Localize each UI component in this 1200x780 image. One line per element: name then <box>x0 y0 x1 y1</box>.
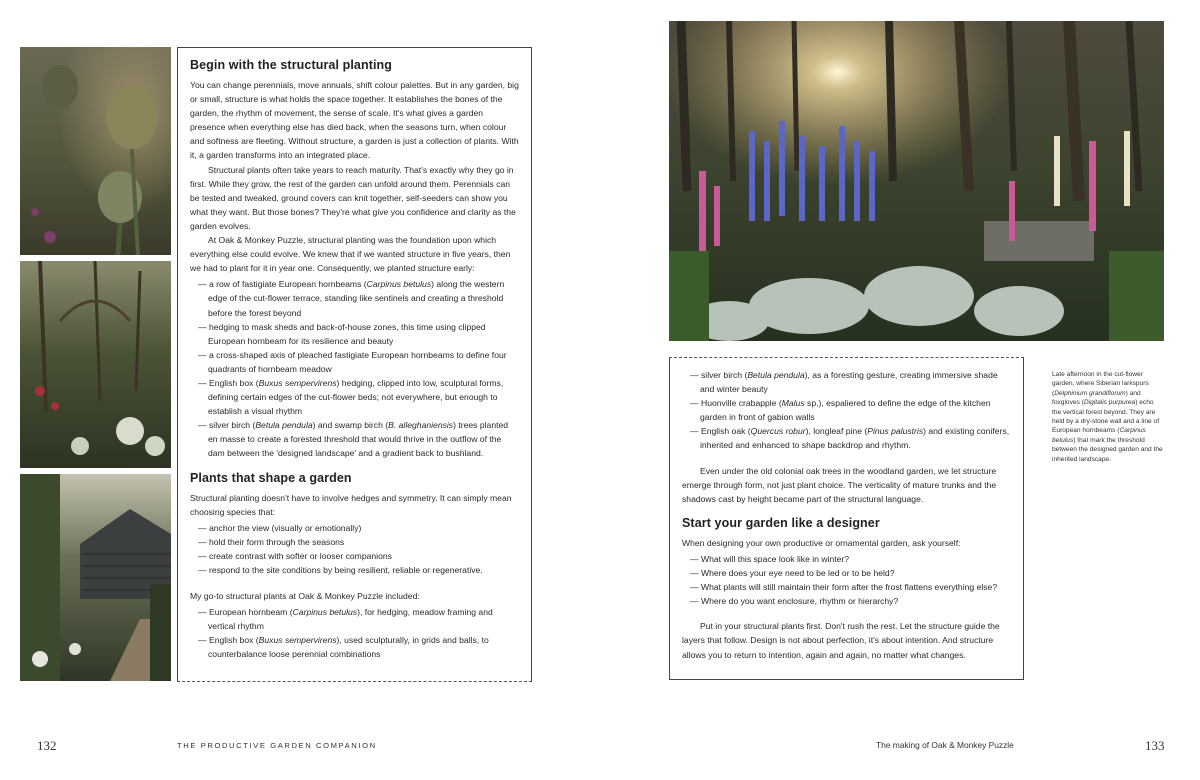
structure-list-continued <box>682 368 1011 453</box>
list-item: — create contrast with softer or looser companions <box>198 549 519 563</box>
criteria-list <box>190 521 519 577</box>
list-item: — Where does your eye need to be led or to be held? <box>690 566 1011 580</box>
list-item: — Huonville crabapple (Malus sp.), espaliered to define the edge of the kitchen garden in front of gabion walls <box>690 396 1011 424</box>
paragraph: Structural planting doesn't have to involve hedges and symmetry. It can simply mean choosing species that: <box>190 492 512 517</box>
structure-list <box>190 277 519 460</box>
list-item: — hedging to mask sheds and back-of-house zones, this time using clipped European hornbeam for its resilience and beauty <box>198 320 519 348</box>
garden-shed-photo <box>20 474 171 681</box>
paragraph: Put in your structural plants first. Don't rush the rest. Let the structure guide the layers that follow. Design is not about perfection, it's about intention. And structure allows you to return to intention, again and again, no matter what changes. <box>682 621 1000 660</box>
paragraph: My go-to structural plants at Oak & Monkey Puzzle included: <box>190 591 420 602</box>
list-item: — European hornbeam (Carpinus betulus), for hedging, meadow framing and vertical rhythm <box>198 605 519 633</box>
paragraph: You can change perennials, move annuals, shift colour palettes. But in any garden, big or small, structure is what holds the space together. It establishes the bones of the garden, the rhythm of movement, the sense of scale. It's what gives a garden presence when everything else has died back, when the seasons turn, when colour and softness are fleeting. Without structure, a garden is just a collection of plants. With it, a garden transforms into an integrated place. <box>190 80 519 161</box>
paragraph: When designing your own productive or ornamental garden, ask yourself: <box>682 537 961 548</box>
questions-list <box>682 552 1011 608</box>
woodland-garden-photo <box>20 261 171 468</box>
list-item: — respond to the site conditions by being resilient, reliable or regenerative. <box>198 563 519 577</box>
left-running-head: THE PRODUCTIVE GARDEN COMPANION <box>177 741 377 750</box>
section-heading: Start your garden like a designer <box>682 515 880 530</box>
list-item: — a cross-shaped axis of pleached fastigiate European hornbeams to define four quadrants of hornbeam meadow <box>198 348 519 376</box>
plants-list <box>190 605 519 661</box>
section-heading: Plants that shape a garden <box>190 470 352 485</box>
list-item: — What plants will still maintain their form after the frost flattens everything else? <box>690 580 1011 594</box>
list-item: — a row of fastigiate European hornbeams (Carpinus betulus) along the western edge of the cut-flower terrace, standing like sentinels and creating a threshold before the forest beyond <box>198 277 519 319</box>
section-heading: Begin with the structural planting <box>190 58 393 72</box>
list-item: — English box (Buxus sempervirens) hedging, clipped into low, sculptural forms, defining certain edges of the cut-flower beds; not everywhere, but enough to establish a visual rhythm <box>198 376 519 418</box>
list-item: — Where do you want enclosure, rhythm or hierarchy? <box>690 594 1011 608</box>
list-item: — What will this space look like in winter? <box>690 552 1011 566</box>
paragraph: Even under the old colonial oak trees in the woodland garden, we let structure emerge through form, not just plant choice. The verticality of mature trunks and the shadows cast by height became part of the structural language. <box>682 465 997 504</box>
right-text-box <box>669 357 1024 680</box>
list-item: — anchor the view (visually or emotionally) <box>198 521 519 535</box>
paragraph: Structural plants often take years to reach maturity. That's exactly why they go in first. While they grow, the rest of the garden can unfold around them. Perennials can be tested and tweaked, ground covers can knit together, self-seeders can show you what they want. But those bones? They're what give you confidence and clarity as the garden evolves. <box>190 164 516 231</box>
list-item: — silver birch (Betula pendula), as a foresting gesture, creating immersive shade and winter beauty <box>690 368 1011 396</box>
list-item: — English oak (Quercus robur), longleaf pine (Pinus palustris) and existing conifers, inherited and enhanced to shape backdrop and rhythm. <box>690 424 1011 452</box>
left-text-box <box>177 47 532 682</box>
photo-caption: Late afternoon in the cut-flower garden, where Siberian larkspurs (Delphinium grandiflorum) and foxgloves (Digitalis purpurea) echo the vertical forest beyond. They are held by a dry-stone wall and a line of European hornbeams (Carpinus betulus) that mark the threshold between the designed garden and the inherited landscape. <box>1052 371 1163 463</box>
list-item: — English box (Buxus sempervirens), used sculpturally, in grids and balls, to counterbalance loose perennial combinations <box>198 633 519 661</box>
right-running-head: The making of Oak & Monkey Puzzle <box>876 740 1014 750</box>
artichoke-photo <box>20 47 171 255</box>
left-page-number: 132 <box>37 738 57 753</box>
list-item: — silver birch (Betula pendula) and swamp birch (B. alleghaniensis) trees planted en masse to create a forested threshold that would thrive in the outflow of the dam between the 'designed landscape' and a gradient back to bushland. <box>198 418 519 460</box>
cut-flower-garden-photo <box>669 21 1164 341</box>
right-page-number: 133 <box>1145 738 1165 753</box>
list-item: — hold their form through the seasons <box>198 535 519 549</box>
paragraph: At Oak & Monkey Puzzle, structural planting was the foundation upon which everything else could evolve. We knew that if we wanted structure in five years, then we had to plant for it in year one. Consequently, we planted structure early: <box>190 235 511 274</box>
